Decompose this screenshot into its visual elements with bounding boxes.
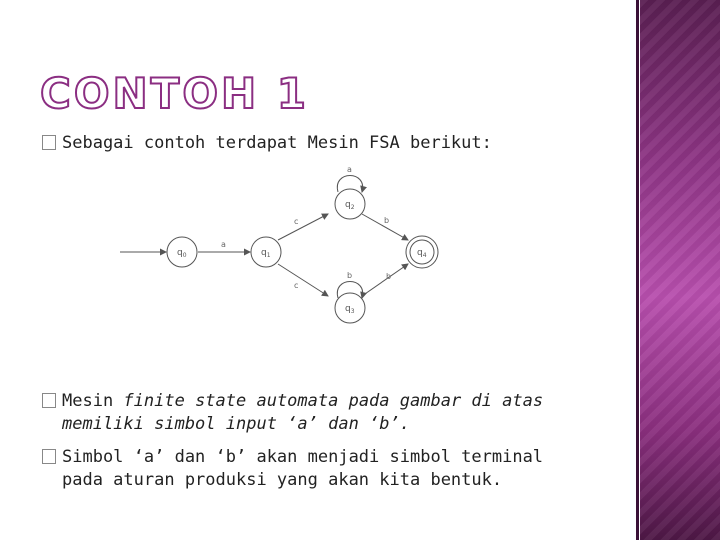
bullet-1-text: Sebagai contoh terdapat Mesin FSA berikut: <box>62 133 492 153</box>
slide-title <box>40 68 310 118</box>
bullet-3-line1: Simbol ‘a’ dan ‘b’ akan menjadi simbol terminal <box>62 447 544 467</box>
edge-label-q1-q3: c <box>294 281 299 290</box>
bullet-1 <box>42 132 602 155</box>
edge-q1-q3 <box>278 264 328 296</box>
loop-label-q3: b <box>347 271 353 280</box>
edge-label-q2-q4: b <box>384 216 390 225</box>
fsa-diagram <box>110 160 450 340</box>
decorative-side-panel <box>640 0 720 540</box>
bullet-2-line1-a: Mesin <box>62 391 124 411</box>
state-q0-label: $q_0$ <box>177 248 187 259</box>
bullet-2-line2: memiliki simbol input ‘a’ dan ‘b’. <box>62 414 410 434</box>
checkbox-icon <box>42 393 56 408</box>
state-q4-label: $q_4$ <box>417 248 427 259</box>
edge-label-q0-q1: a <box>221 240 226 249</box>
state-q2-label: $q_2$ <box>345 200 355 211</box>
checkbox-icon <box>42 449 56 464</box>
edge-label-q1-q2: c <box>294 217 299 226</box>
bullet-2 <box>42 390 602 436</box>
bullet-3 <box>42 446 602 492</box>
bullet-3-line2: pada aturan produksi yang akan kita bentuk. <box>62 470 503 490</box>
checkbox-icon <box>42 135 56 150</box>
slide-title-text: CONTOH 1 <box>40 69 310 118</box>
side-divider <box>636 0 639 540</box>
edge-q1-q2 <box>278 214 328 240</box>
state-q3-label: $q_3$ <box>345 304 355 315</box>
bullet-2-line1-b: finite state automata pada gambar di atas <box>123 391 544 411</box>
loop-label-q2: a <box>347 165 352 174</box>
state-q1-label: $q_1$ <box>261 248 271 259</box>
edge-q3-q4 <box>362 264 408 296</box>
edge-label-q3-q4: b <box>386 272 392 281</box>
